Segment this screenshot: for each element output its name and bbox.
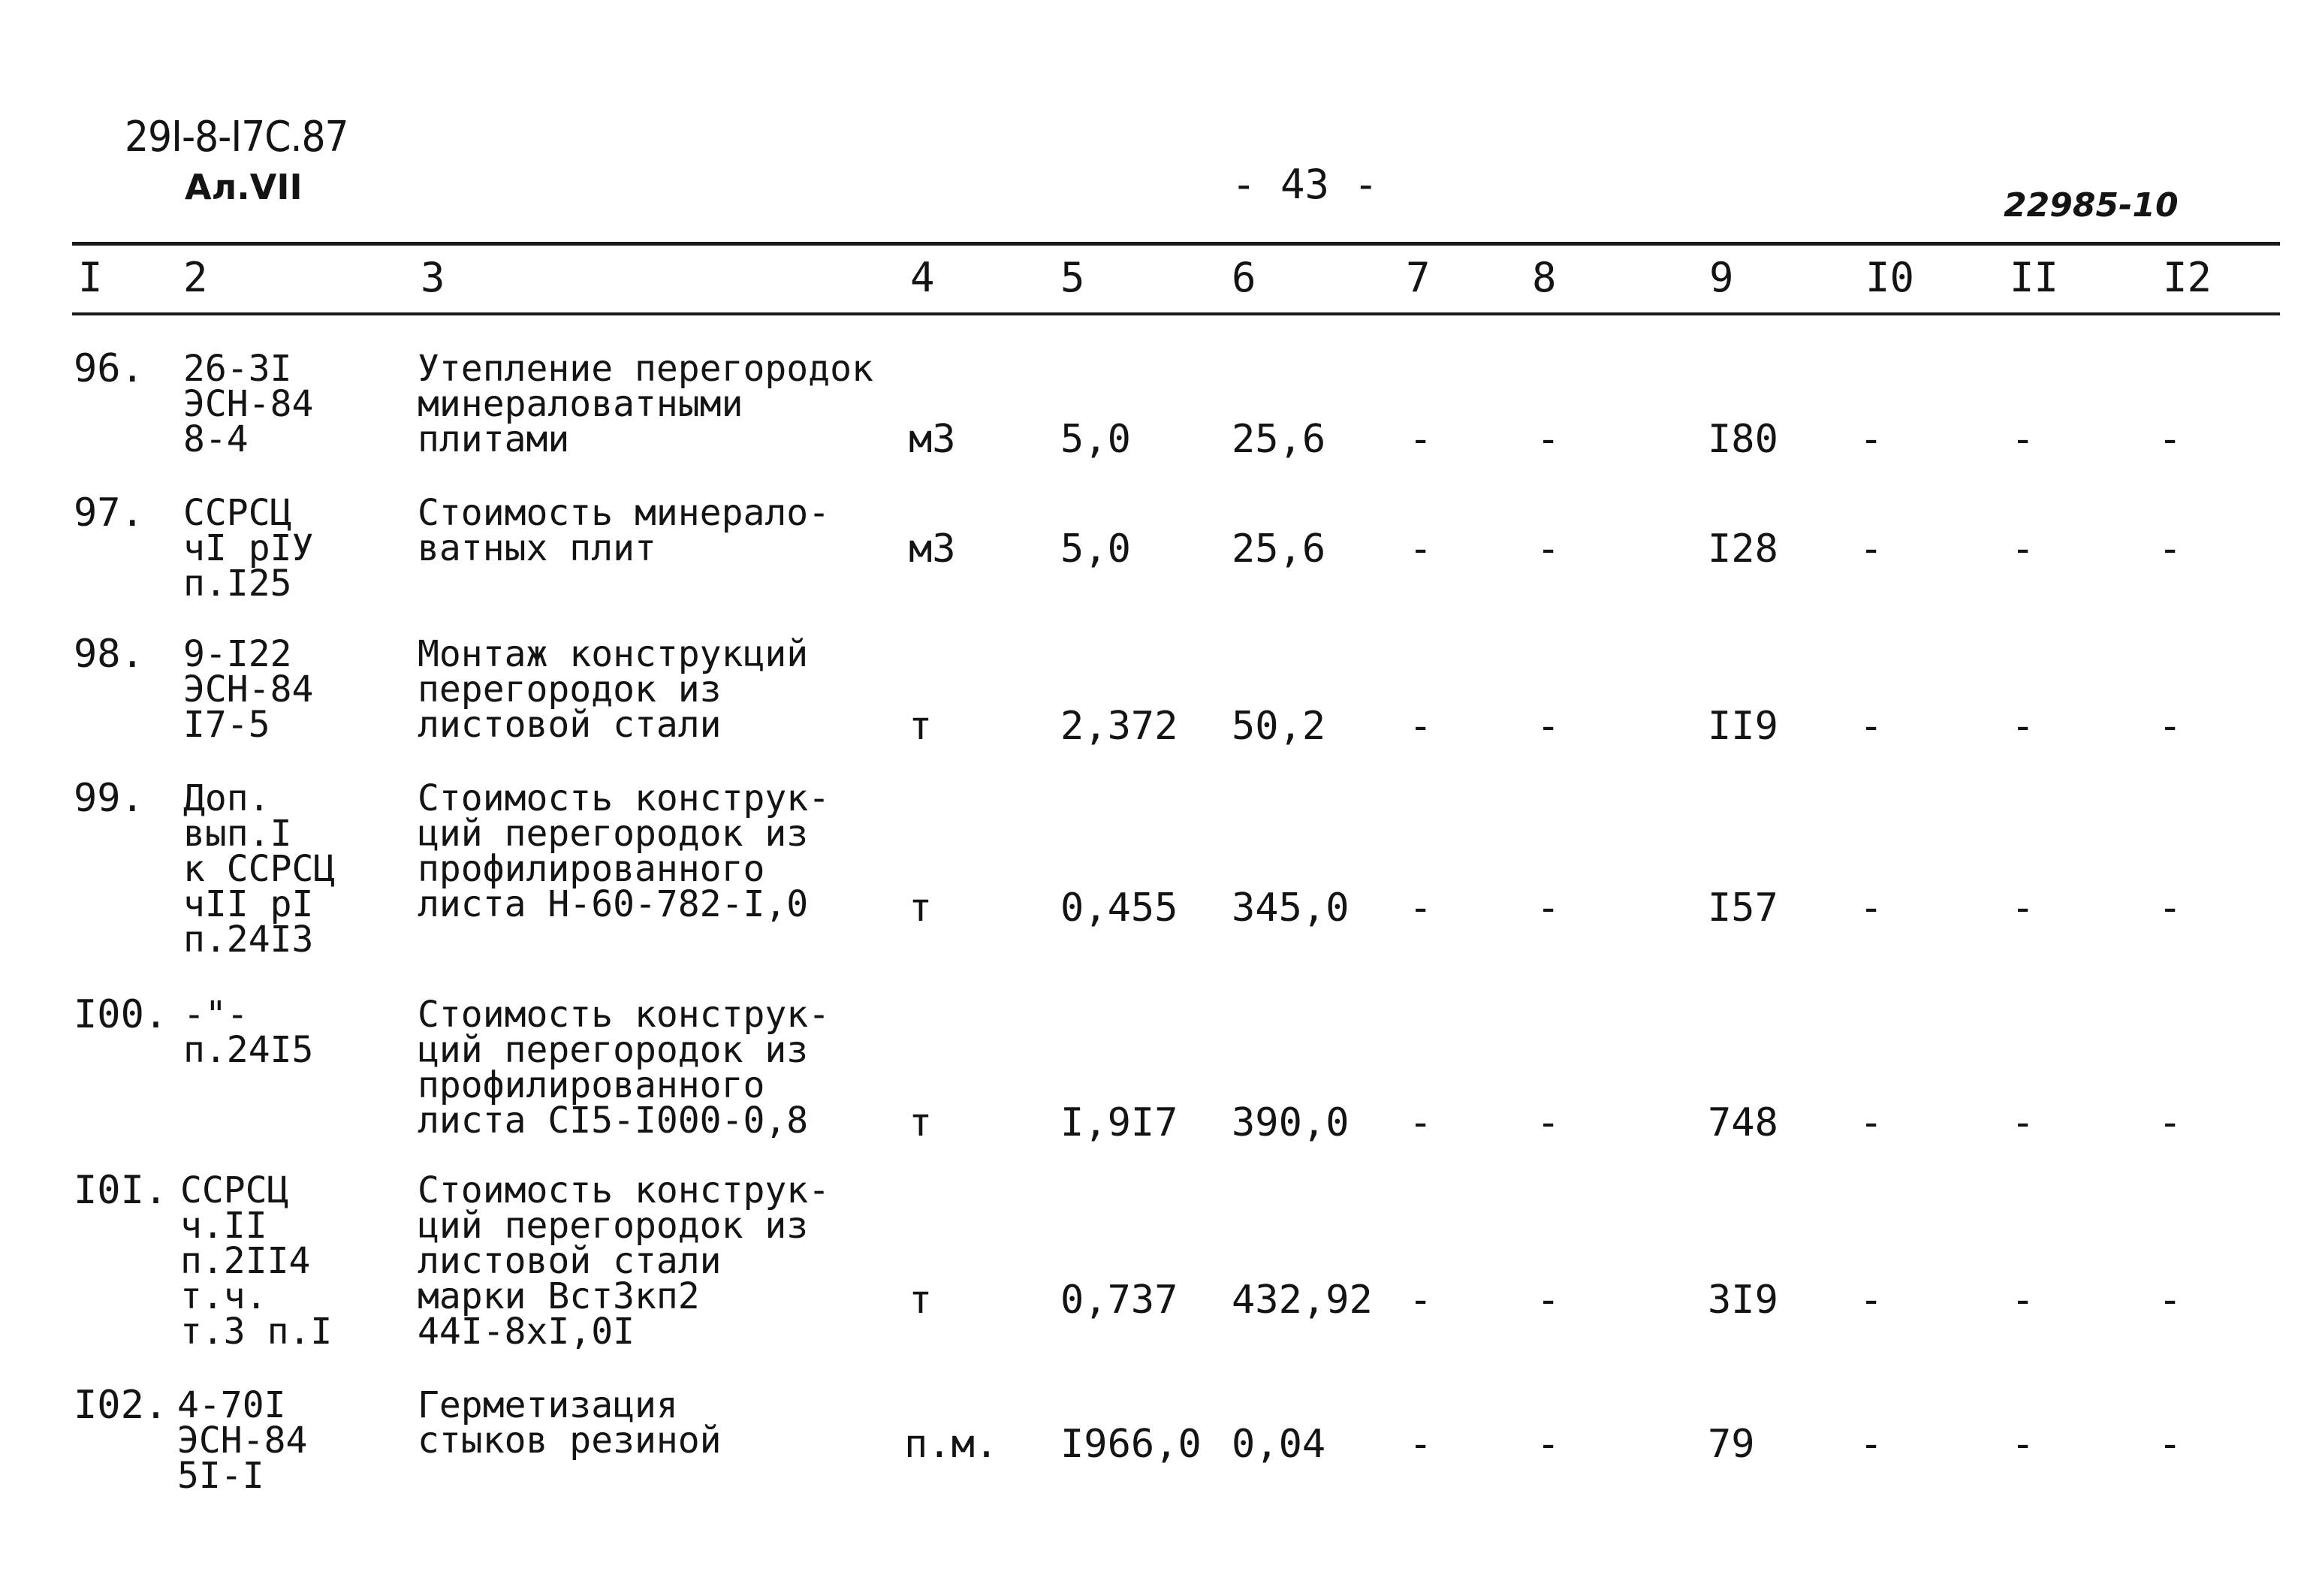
column-header: 2 [183, 254, 208, 301]
unit-price: 0,04 [1232, 1422, 1326, 1467]
col10-value: - [1859, 526, 1883, 572]
col9-value: 3I9 [1708, 1278, 1778, 1323]
column-header: 3 [421, 254, 445, 301]
col8-value: - [1536, 885, 1561, 931]
unit-price: 25,6 [1232, 417, 1326, 462]
row-number: 99. [74, 776, 144, 821]
col8-value: - [1536, 704, 1561, 749]
row-number: 96. [74, 346, 144, 391]
rate-code: 4-70I ЭСН-84 5I-I [177, 1384, 308, 1497]
col9-value: I28 [1708, 526, 1778, 572]
quantity: 5,0 [1060, 526, 1131, 572]
column-header: I2 [2163, 254, 2212, 301]
col11-value: - [2011, 885, 2035, 931]
col12-value: - [2158, 1422, 2182, 1467]
quantity: 5,0 [1060, 417, 1131, 462]
work-description: Стоимость минерало- ватных плит [418, 492, 831, 569]
col7-value: - [1409, 1422, 1433, 1467]
col12-value: - [2158, 1278, 2182, 1323]
quantity: 2,372 [1060, 704, 1178, 749]
rate-code: -"- п.24I5 [183, 994, 314, 1071]
col7-value: - [1409, 885, 1433, 931]
unit: т [909, 1278, 933, 1323]
column-header: I [78, 254, 103, 301]
col8-value: - [1536, 417, 1561, 462]
col7-value: - [1409, 417, 1433, 462]
col11-value: - [2011, 704, 2035, 749]
column-header: 4 [910, 254, 935, 301]
unit: т [909, 704, 933, 749]
col11-value: - [2011, 1278, 2035, 1323]
page-number: - 43 - [1232, 161, 1379, 208]
row-number: 98. [74, 632, 144, 677]
sheet-label: Ал.VII [185, 167, 303, 207]
unit-price: 50,2 [1232, 704, 1326, 749]
col8-value: - [1536, 526, 1561, 572]
col10-value: - [1859, 1278, 1883, 1323]
col10-value: - [1859, 1422, 1883, 1467]
quantity: 0,737 [1060, 1278, 1178, 1323]
work-description: Стоимость конструк- ций перегородок из профилированного листа CI5-I000-0,8 [418, 994, 831, 1142]
column-header: 7 [1406, 254, 1431, 301]
col9-value: 79 [1708, 1422, 1755, 1467]
row-number: I0I. [74, 1168, 168, 1213]
unit: м3 [909, 526, 956, 572]
reference-number: 22985-10 [2004, 186, 2179, 225]
work-description: Герметизация стыков резиной [418, 1384, 722, 1462]
rate-code: ССРСЦ ч.II п.2II4 т.ч. т.3 п.I [180, 1169, 333, 1353]
column-header: 6 [1232, 254, 1256, 301]
document-code: 29I-8-I7C.87 [125, 113, 348, 161]
quantity: I,9I7 [1060, 1100, 1178, 1145]
col8-value: - [1536, 1100, 1561, 1145]
work-description: Стоимость конструк- ций перегородок из профилированного листа Н-60-782-I,0 [418, 777, 831, 925]
work-description: Стоимость конструк- ций перегородок из листовой стали марки Вст3кп2 44I-8xI,0I [418, 1169, 831, 1353]
col9-value: I57 [1708, 885, 1778, 931]
col12-value: - [2158, 885, 2182, 931]
col12-value: - [2158, 704, 2182, 749]
unit: м3 [909, 417, 956, 462]
unit: т [909, 885, 933, 931]
col7-value: - [1409, 1100, 1433, 1145]
unit-price: 432,92 [1232, 1278, 1373, 1323]
row-number: I02. [74, 1383, 168, 1428]
col10-value: - [1859, 885, 1883, 931]
col12-value: - [2158, 526, 2182, 572]
quantity: 0,455 [1060, 885, 1178, 931]
col9-value: I80 [1708, 417, 1778, 462]
unit-price: 25,6 [1232, 526, 1326, 572]
col11-value: - [2011, 526, 2035, 572]
col8-value: - [1536, 1278, 1561, 1323]
column-header: 9 [1709, 254, 1734, 301]
column-header: 5 [1060, 254, 1085, 301]
col9-value: 748 [1708, 1100, 1778, 1145]
col7-value: - [1409, 1278, 1433, 1323]
rate-code: Доп. вып.I к ССРСЦ чII рI п.24I3 [183, 777, 336, 961]
col11-value: - [2011, 1422, 2035, 1467]
unit: п.м. [904, 1422, 999, 1467]
column-header: II [2010, 254, 2059, 301]
row-number: 97. [74, 490, 144, 536]
col12-value: - [2158, 417, 2182, 462]
row-number: I00. [74, 992, 168, 1037]
col8-value: - [1536, 1422, 1561, 1467]
unit: т [909, 1100, 933, 1145]
col11-value: - [2011, 1100, 2035, 1145]
col9-value: II9 [1708, 704, 1778, 749]
unit-price: 345,0 [1232, 885, 1350, 931]
column-header: 8 [1532, 254, 1557, 301]
rate-code: 9-I22 ЭСН-84 I7-5 [183, 633, 314, 746]
column-header: I0 [1865, 254, 1915, 301]
col10-value: - [1859, 704, 1883, 749]
table-top-rule [72, 242, 2280, 246]
work-description: Утепление перегородок минераловатными плитами [418, 348, 873, 460]
col7-value: - [1409, 704, 1433, 749]
table-header-rule [72, 312, 2280, 315]
rate-code: 26-3I ЭСН-84 8-4 [183, 348, 314, 460]
work-description: Монтаж конструкций перегородок из листовой стали [418, 633, 809, 746]
col12-value: - [2158, 1100, 2182, 1145]
col11-value: - [2011, 417, 2035, 462]
rate-code: ССРСЦ чI рIУ п.I25 [183, 492, 314, 605]
col7-value: - [1409, 526, 1433, 572]
unit-price: 390,0 [1232, 1100, 1350, 1145]
col10-value: - [1859, 417, 1883, 462]
quantity: I966,0 [1060, 1422, 1202, 1467]
col10-value: - [1859, 1100, 1883, 1145]
